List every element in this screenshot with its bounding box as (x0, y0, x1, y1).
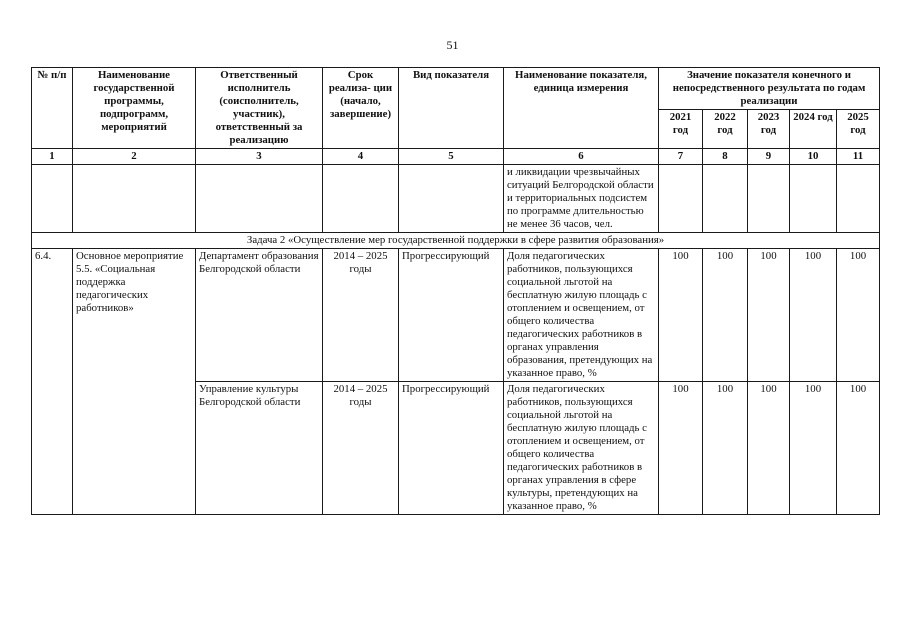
indicator-type: Прогрессирующий (399, 249, 504, 382)
column-numbers-row (32, 149, 880, 165)
header-values-group: Значение показателя конечного и непосредственного результата по годам реализации (659, 68, 880, 110)
header-program: Наименование государственной программы, подпрограмм, мероприятий (73, 68, 196, 149)
column-number: 11 (837, 149, 880, 165)
value-2023: 100 (748, 249, 790, 382)
header-year: 2023 год (748, 110, 790, 149)
value-2021: 100 (659, 249, 703, 382)
task-title: Задача 2 «Осуществление мер государственной поддержки в сфере развития образования» (32, 233, 880, 249)
continued-indicator: и ликвидации чрезвычайных ситуаций Белгородской области и территориальных подсистем по программе длительностью не менее 36 часов, чел. (504, 165, 659, 233)
column-number: 1 (32, 149, 73, 165)
header-year: 2024 год (790, 110, 837, 149)
column-number: 2 (73, 149, 196, 165)
task-row (32, 233, 880, 249)
continuation-row (32, 165, 880, 233)
column-number: 6 (504, 149, 659, 165)
indicator-name: Доля педагогических работников, пользующихся социальной льготой на бесплатную жилую площадь с отоплением и освещением, от общего количества педагогических работников в органах управления образования, претендующих на указанное право, % (504, 249, 659, 382)
value-2025: 100 (837, 382, 880, 515)
row-num: 6.4. (32, 249, 73, 515)
executor: Управление культуры Белгородской области (196, 382, 323, 515)
header-year: 2021 год (659, 110, 703, 149)
column-number: 5 (399, 149, 504, 165)
column-number: 4 (323, 149, 399, 165)
indicators-table (31, 67, 880, 515)
value-2022: 100 (703, 382, 748, 515)
header-year: 2025 год (837, 110, 880, 149)
period: 2014 – 2025 годы (323, 382, 399, 515)
table-row (32, 249, 880, 382)
header-type: Вид показателя (399, 68, 504, 149)
value-2022: 100 (703, 249, 748, 382)
value-2021: 100 (659, 382, 703, 515)
header-executor: Ответственный исполнитель (соисполнитель, участник), ответственный за реализацию (196, 68, 323, 149)
program-name: Основное мероприятие 5.5. «Социальная поддержка педагогических работников» (73, 249, 196, 515)
indicator-name: Доля педагогических работников, пользующихся социальной льготой на бесплатную жилую площадь с отоплением и освещением, от общего количества педагогических работников в органах управления в сфере культуры, претендующих на указанное право, % (504, 382, 659, 515)
page-number: 51 (446, 38, 459, 52)
header-period: Срок реализа- ции (начало, завершение) (323, 68, 399, 149)
header-num: № п/п (32, 68, 73, 149)
value-2023: 100 (748, 382, 790, 515)
column-number: 8 (703, 149, 748, 165)
column-number: 3 (196, 149, 323, 165)
column-number: 9 (748, 149, 790, 165)
header-year: 2022 год (703, 110, 748, 149)
value-2024: 100 (790, 249, 837, 382)
column-number: 10 (790, 149, 837, 165)
value-2024: 100 (790, 382, 837, 515)
header-indicator: Наименование показателя, единица измерения (504, 68, 659, 149)
period: 2014 – 2025 годы (323, 249, 399, 382)
column-number: 7 (659, 149, 703, 165)
executor: Департамент образования Белгородской области (196, 249, 323, 382)
value-2025: 100 (837, 249, 880, 382)
indicator-type: Прогрессирующий (399, 382, 504, 515)
